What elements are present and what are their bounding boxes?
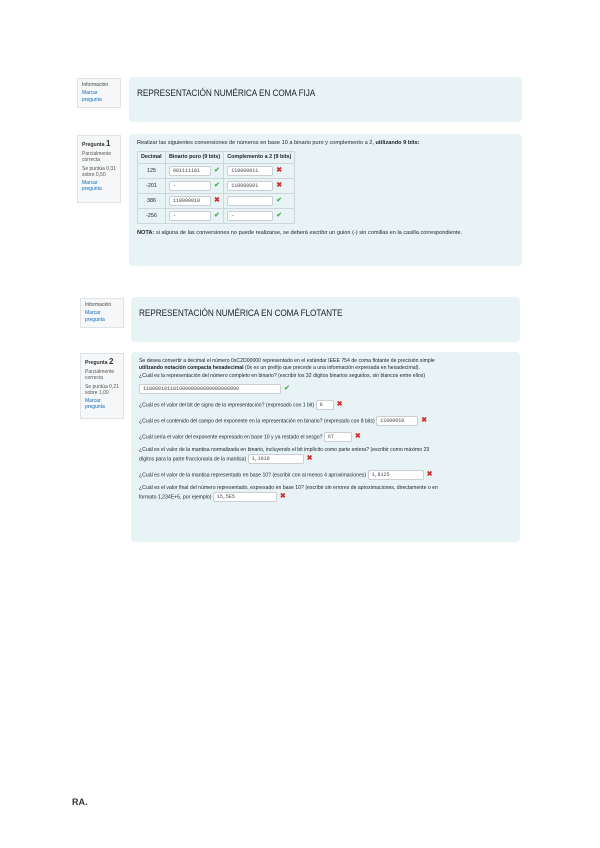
table-row xyxy=(138,164,295,179)
correct-check-icon: ✔ xyxy=(214,167,220,175)
question-score: Se puntúa 0,21 sobre 1,00 xyxy=(85,383,119,396)
question-1-note: NOTA: si alguna de las conversiones no puede realizarse, se deberá escribir un guion (-) sin comillas en la casilla correspondiente. xyxy=(137,230,463,237)
incorrect-cross-icon: ✖ xyxy=(421,416,428,424)
c2-answer-input[interactable]: 110000001 xyxy=(227,181,273,191)
question-2-intro: Se desea convertir a decimal el número 0xC2D00000 representado en el estándar IEEE 754 de coma flotante de precisión simple xyxy=(139,358,435,364)
binary-answer-input[interactable]: - xyxy=(169,181,211,191)
incorrect-cross-icon: ✖ xyxy=(276,167,283,175)
conversion-table xyxy=(137,151,295,225)
section-2-header xyxy=(131,297,520,342)
info-box-section-2 xyxy=(80,298,124,328)
decimal-value: 125 xyxy=(138,164,166,179)
signature-initials: RA. xyxy=(72,797,88,807)
header-c2: Complemento a 2 (9 bits) xyxy=(224,151,295,164)
exponent-field-input[interactable]: 11000010 xyxy=(376,416,418,426)
incorrect-cross-icon: ✖ xyxy=(426,470,433,478)
table-row xyxy=(138,179,295,194)
question-1-content xyxy=(129,134,522,266)
header-binary: Binario puro (9 bits) xyxy=(166,151,224,164)
table-row xyxy=(138,194,295,209)
subquestion-f: ¿Cuál es el valor de la mantisa representado en base 10? (escribir con al menos 4 aproximaciones) xyxy=(139,472,367,479)
question-1-prompt: Realizar las siguientes conversiones de números en base 10 a binario puro y complemento a 2, utilizando 9 bits: xyxy=(137,140,420,146)
question-2-intro-rest: (0x es un prefijo que precede a una información expresada en hexadecimal). xyxy=(243,365,420,372)
flag-question-link[interactable]: Marcar pregunta xyxy=(82,180,102,193)
subquestion-g-cont: formato 1,234E+5, por ejemplo) xyxy=(139,494,212,501)
mantissa-binary-input[interactable]: 1,1010 xyxy=(248,454,304,464)
binary-answer-input[interactable]: 001111101 xyxy=(169,166,211,176)
decimal-value: 386 xyxy=(138,194,166,209)
correct-check-icon: ✔ xyxy=(276,197,283,205)
section-1-title: REPRESENTACIÓN NUMÉRICA EN COMA FIJA xyxy=(137,87,316,98)
incorrect-cross-icon: ✖ xyxy=(279,493,286,501)
question-2-intro-bold: utilizando notación compacta hexadecimal xyxy=(139,365,244,372)
section-1-header xyxy=(129,77,522,122)
c2-answer-input[interactable]: - xyxy=(227,211,273,221)
subquestion-c: ¿Cuál es el contenido del campo del exponente en la representación en binario? (expresado con 8 bits) xyxy=(139,418,375,425)
info-box-section-1 xyxy=(77,78,121,108)
binary-representation-input[interactable]: 11000010110100000000000000000000 xyxy=(139,384,281,394)
section-2-title: REPRESENTACIÓN NUMÉRICA EN COMA FLOTANTE xyxy=(139,307,343,318)
question-label: Pregunta xyxy=(85,360,108,366)
table-row xyxy=(138,209,295,224)
binary-answer-input[interactable]: 110000010 xyxy=(169,196,211,206)
question-label: Pregunta xyxy=(82,142,105,148)
correct-check-icon: ✔ xyxy=(276,212,283,220)
incorrect-cross-icon: ✖ xyxy=(336,400,343,408)
c2-answer-input[interactable]: 110000011 xyxy=(227,166,273,176)
correct-check-icon: ✔ xyxy=(214,182,220,190)
info-box-question-1 xyxy=(77,135,121,203)
subquestion-e: ¿Cuál es el valor de la mantisa normalizada en binario, incluyendo el bit implícito como parte entera? (escribir como máximo 23 xyxy=(139,446,430,453)
decimal-value: -256 xyxy=(138,209,166,224)
question-status: Parcialmente correcta xyxy=(85,369,115,382)
incorrect-cross-icon: ✖ xyxy=(276,182,283,190)
mantissa-base10-input[interactable]: 1,8125 xyxy=(368,470,424,480)
subquestion-b: ¿Cuál es el valor del bit de signo de la representación? (expresado con 1 bit) xyxy=(139,402,315,409)
info-label: Información xyxy=(85,302,112,308)
question-2-content xyxy=(131,352,520,542)
flag-question-link[interactable]: Marcar pregunta xyxy=(85,310,105,323)
decimal-value: -201 xyxy=(138,179,166,194)
sign-bit-input[interactable]: 0 xyxy=(316,400,334,410)
c2-answer-input[interactable] xyxy=(227,196,273,206)
subquestion-g: ¿Cuál es el valor final del número representado, expresado en base 10? (escribir sin errores de aproximaciones, directamente o en xyxy=(139,484,438,491)
correct-check-icon: ✔ xyxy=(284,384,290,392)
correct-check-icon: ✔ xyxy=(214,212,220,220)
binary-answer-input[interactable]: - xyxy=(169,211,211,221)
info-label: Información xyxy=(82,82,109,88)
subquestion-e-cont: dígitos para la parte fraccionaria de la mantisa) xyxy=(139,456,247,463)
header-decimal: Decimal xyxy=(138,151,166,164)
question-number: 1 xyxy=(105,139,111,148)
question-score: Se puntúa 0,31 sobre 0,50 xyxy=(82,165,116,178)
exponent-base10-input[interactable]: 67 xyxy=(324,432,352,442)
subquestion-a: ¿Cuál es la representación del número completo en binario? (escribir los 32 dígitos binarios seguidos, sin blancos entre ellos) xyxy=(139,373,426,380)
incorrect-cross-icon: ✖ xyxy=(354,432,361,440)
info-box-question-2 xyxy=(80,353,124,419)
final-value-input[interactable]: 15,5E5 xyxy=(213,492,277,502)
incorrect-cross-icon: ✖ xyxy=(214,197,220,205)
flag-question-link[interactable]: Marcar pregunta xyxy=(85,398,105,411)
question-number: 2 xyxy=(108,357,114,366)
subquestion-d: ¿Cuál sería el valor del exponente expresado en base 10 y ya restado el sesgo? xyxy=(139,434,323,441)
question-status: Parcialmente correcta xyxy=(82,151,112,164)
incorrect-cross-icon: ✖ xyxy=(306,454,313,462)
flag-question-link[interactable]: Marcar pregunta xyxy=(82,90,102,103)
